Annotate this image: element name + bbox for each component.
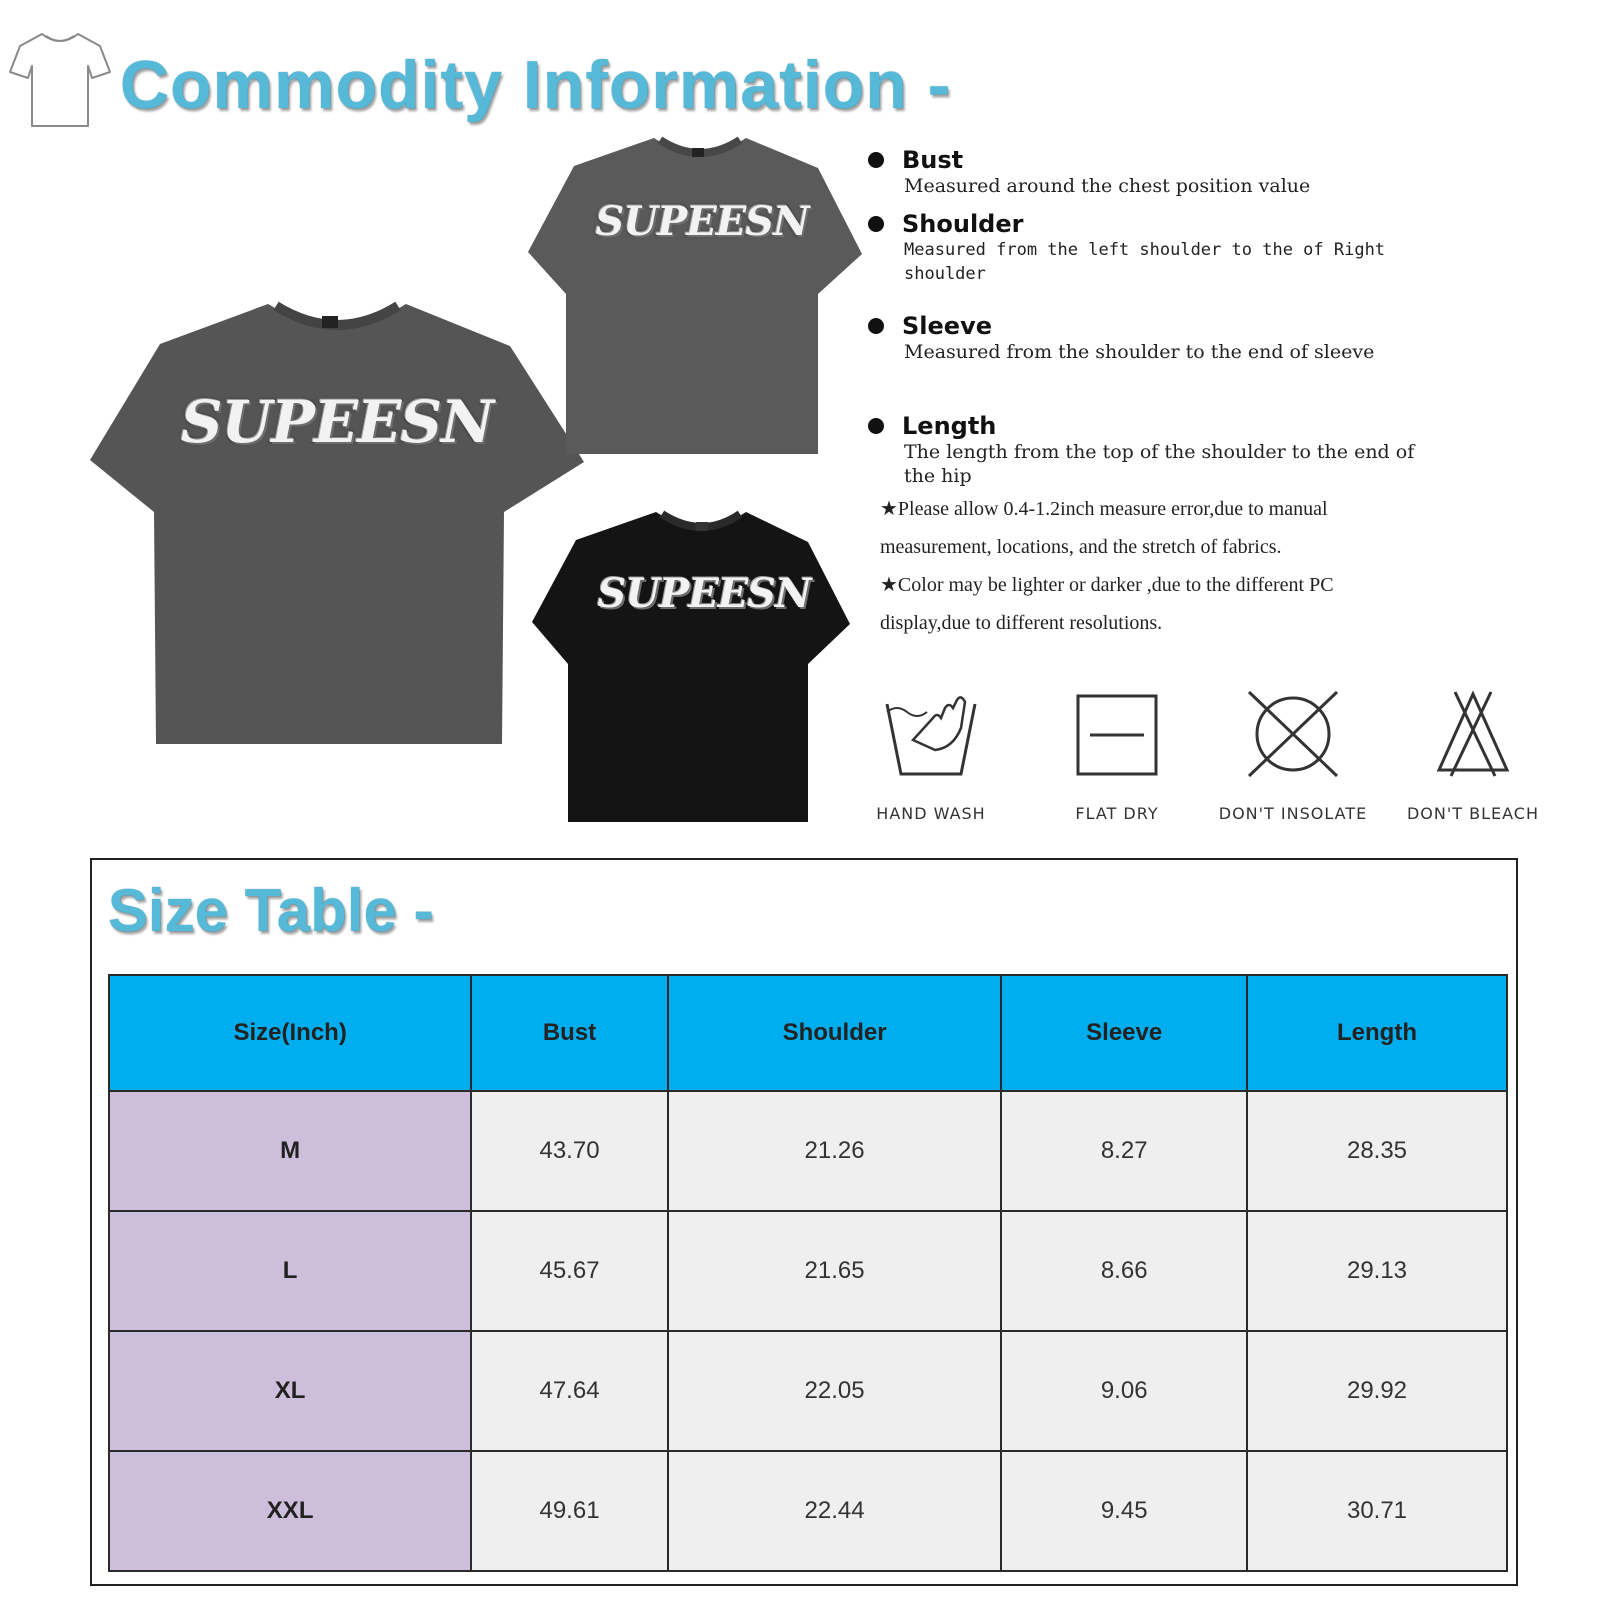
header-shoulder: Shoulder [668, 975, 1002, 1091]
tshirt-outline-icon [8, 28, 112, 132]
length-cell: 29.92 [1247, 1331, 1507, 1451]
sleeve-cell: 9.06 [1001, 1331, 1247, 1451]
size-table-title: Size Table - [108, 877, 434, 944]
header-sleeve: Sleeve [1001, 975, 1247, 1091]
care-dont-bleach: DON'T BLEACH [1398, 688, 1548, 823]
note-color: ★Color may be lighter or darker ,due to the different PC display,due to different resolutions. [880, 574, 1334, 634]
measure-shoulder: Shoulder Measured from the left shoulder to the of Right shoulder [868, 210, 1588, 286]
table-row [109, 1211, 1507, 1331]
shoulder-cell: 22.44 [668, 1451, 1002, 1571]
length-cell: 28.35 [1247, 1091, 1507, 1211]
care-hand-wash: HAND WASH [866, 688, 996, 823]
page-title: Commodity Information - [120, 47, 952, 123]
brand-print: SUPEESN [597, 570, 811, 617]
bust-cell: 47.64 [471, 1331, 667, 1451]
header-length: Length [1247, 975, 1507, 1091]
note-measure-error: ★Please allow 0.4-1.2inch measure error,due to manual measurement, locations, and the stretch of fabrics. [880, 498, 1328, 558]
bust-cell: 49.61 [471, 1451, 667, 1571]
shoulder-cell: 21.65 [668, 1211, 1002, 1331]
table-row [109, 1091, 1507, 1211]
table-header-row [109, 975, 1507, 1091]
bullet-icon [868, 318, 884, 334]
dont-bleach-icon [1433, 688, 1513, 778]
product-image-gray-large [90, 292, 584, 758]
table-row [109, 1331, 1507, 1451]
size-cell: XL [109, 1331, 471, 1451]
bullet-icon [868, 152, 884, 168]
measure-length: Length The length from the top of the shoulder to the end of the hip [868, 412, 1588, 488]
care-flat-dry: FLAT DRY [1052, 688, 1182, 823]
sleeve-cell: 8.27 [1001, 1091, 1247, 1211]
product-image-black [532, 508, 876, 828]
table-row [109, 1451, 1507, 1571]
hand-wash-icon [883, 688, 979, 778]
care-dont-insolate: DON'T INSOLATE [1218, 688, 1368, 823]
header-bust: Bust [471, 975, 667, 1091]
brand-print: SUPEESN [595, 198, 809, 245]
bust-cell: 43.70 [471, 1091, 667, 1211]
dont-insolate-icon [1245, 688, 1341, 778]
shoulder-cell: 21.26 [668, 1091, 1002, 1211]
brand-print: SUPEESN [180, 388, 494, 456]
sleeve-cell: 9.45 [1001, 1451, 1247, 1571]
flat-dry-icon [1072, 688, 1162, 778]
size-cell: XXL [109, 1451, 471, 1571]
length-cell: 30.71 [1247, 1451, 1507, 1571]
bullet-icon [868, 216, 884, 232]
bullet-icon [868, 418, 884, 434]
size-cell: M [109, 1091, 471, 1211]
measure-bust: Bust Measured around the chest position value [868, 146, 1588, 198]
length-cell: 29.13 [1247, 1211, 1507, 1331]
shoulder-cell: 22.05 [668, 1331, 1002, 1451]
notes [880, 490, 1340, 642]
product-image-gray [528, 134, 876, 460]
measure-sleeve: Sleeve Measured from the shoulder to the end of sleeve [868, 312, 1588, 364]
size-table [108, 974, 1508, 1572]
header-size: Size(Inch) [109, 975, 471, 1091]
size-cell: L [109, 1211, 471, 1331]
sleeve-cell: 8.66 [1001, 1211, 1247, 1331]
bust-cell: 45.67 [471, 1211, 667, 1331]
